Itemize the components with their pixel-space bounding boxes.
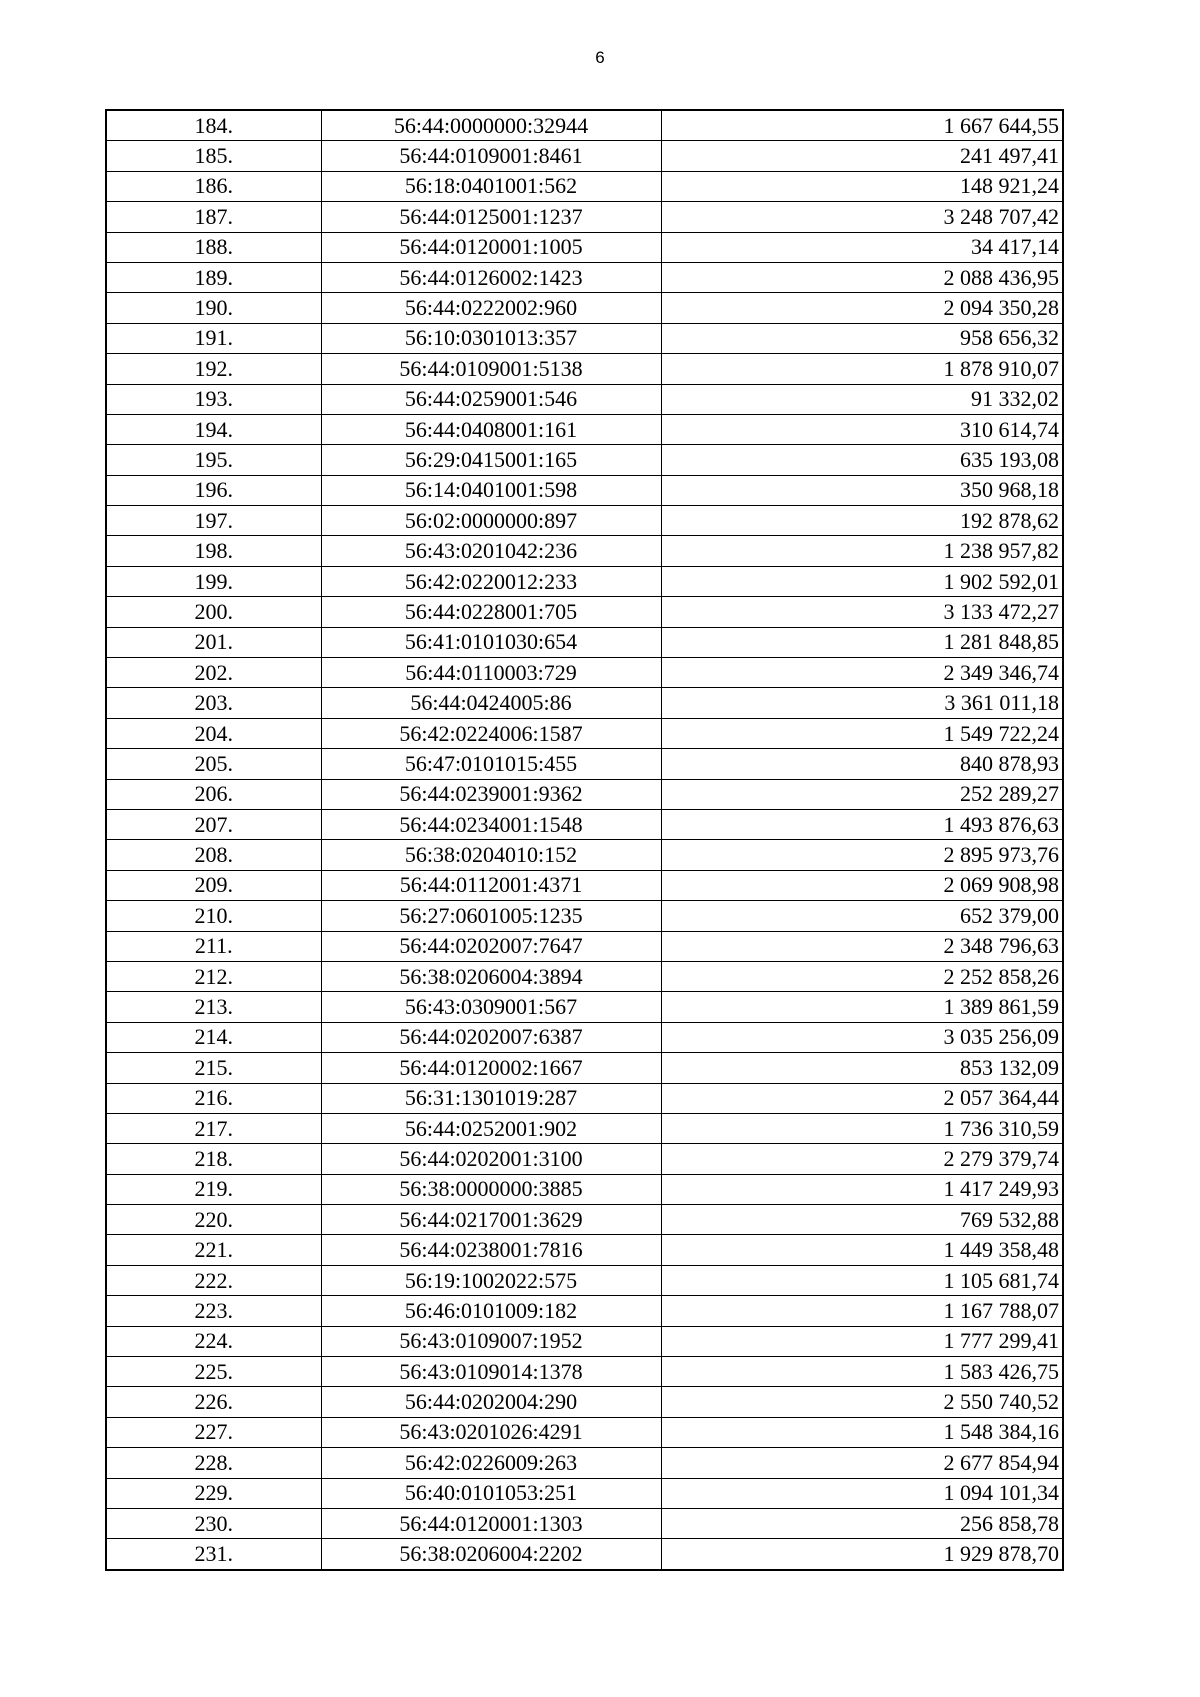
row-number-cell: 202. xyxy=(106,658,321,688)
row-number-cell: 229. xyxy=(106,1478,321,1508)
cadastral-value-cell: 2 349 346,74 xyxy=(661,658,1063,688)
cadastral-value-cell: 1 449 358,48 xyxy=(661,1235,1063,1265)
cadastral-value-cell: 2 550 740,52 xyxy=(661,1387,1063,1417)
row-number-cell: 219. xyxy=(106,1174,321,1204)
row-number-cell: 215. xyxy=(106,1053,321,1083)
table-row xyxy=(106,1235,1063,1265)
cadastral-value-cell: 1 548 384,16 xyxy=(661,1417,1063,1447)
cadastral-value-cell: 1 105 681,74 xyxy=(661,1265,1063,1295)
table-row xyxy=(106,1387,1063,1417)
row-number-cell: 224. xyxy=(106,1326,321,1356)
table-row xyxy=(106,658,1063,688)
cadastral-value-cell: 350 968,18 xyxy=(661,475,1063,505)
table-row xyxy=(106,475,1063,505)
table-row xyxy=(106,901,1063,931)
cadastral-value-cell: 1 167 788,07 xyxy=(661,1296,1063,1326)
table-row xyxy=(106,1417,1063,1447)
table-row xyxy=(106,1022,1063,1052)
table-row xyxy=(106,749,1063,779)
table-row xyxy=(106,1539,1063,1570)
cadastral-value-cell: 2 069 908,98 xyxy=(661,870,1063,900)
row-number-cell: 212. xyxy=(106,961,321,991)
cadastral-value-cell: 252 289,27 xyxy=(661,779,1063,809)
table-row xyxy=(106,445,1063,475)
row-number-cell: 223. xyxy=(106,1296,321,1326)
table-row xyxy=(106,1296,1063,1326)
table-row xyxy=(106,1357,1063,1387)
row-number-cell: 210. xyxy=(106,901,321,931)
cadastral-value-cell: 1 281 848,85 xyxy=(661,627,1063,657)
table-row xyxy=(106,1205,1063,1235)
cadastral-value-cell: 2 252 858,26 xyxy=(661,961,1063,991)
cadastral-number-cell: 56:44:0202004:290 xyxy=(321,1387,661,1417)
cadastral-value-table xyxy=(105,109,1064,1571)
cadastral-value-cell: 2 895 973,76 xyxy=(661,840,1063,870)
row-number-cell: 222. xyxy=(106,1265,321,1295)
cadastral-value-cell: 1 777 299,41 xyxy=(661,1326,1063,1356)
table-row xyxy=(106,232,1063,262)
cadastral-value-cell: 769 532,88 xyxy=(661,1205,1063,1235)
cadastral-value-cell: 1 929 878,70 xyxy=(661,1539,1063,1570)
row-number-cell: 195. xyxy=(106,445,321,475)
cadastral-value-cell: 148 921,24 xyxy=(661,171,1063,201)
table-row xyxy=(106,1144,1063,1174)
cadastral-value-cell: 2 348 796,63 xyxy=(661,931,1063,961)
cadastral-number-cell: 56:38:0206004:3894 xyxy=(321,961,661,991)
table-row xyxy=(106,627,1063,657)
cadastral-number-cell: 56:43:0201026:4291 xyxy=(321,1417,661,1447)
cadastral-number-cell: 56:29:0415001:165 xyxy=(321,445,661,475)
table-row xyxy=(106,1326,1063,1356)
table-row xyxy=(106,202,1063,232)
row-number-cell: 228. xyxy=(106,1448,321,1478)
table-row xyxy=(106,840,1063,870)
cadastral-value-cell: 1 902 592,01 xyxy=(661,566,1063,596)
row-number-cell: 199. xyxy=(106,566,321,596)
row-number-cell: 192. xyxy=(106,354,321,384)
cadastral-value-cell: 1 549 722,24 xyxy=(661,718,1063,748)
cadastral-number-cell: 56:44:0222002:960 xyxy=(321,293,661,323)
cadastral-number-cell: 56:44:0109001:5138 xyxy=(321,354,661,384)
table-row xyxy=(106,384,1063,414)
table-row xyxy=(106,566,1063,596)
row-number-cell: 201. xyxy=(106,627,321,657)
cadastral-value-cell: 2 279 379,74 xyxy=(661,1144,1063,1174)
table-row xyxy=(106,293,1063,323)
table-row xyxy=(106,323,1063,353)
row-number-cell: 209. xyxy=(106,870,321,900)
cadastral-number-cell: 56:44:0239001:9362 xyxy=(321,779,661,809)
cadastral-number-cell: 56:44:0000000:32944 xyxy=(321,110,661,141)
row-number-cell: 227. xyxy=(106,1417,321,1447)
cadastral-number-cell: 56:44:0120001:1005 xyxy=(321,232,661,262)
cadastral-number-cell: 56:44:0202007:7647 xyxy=(321,931,661,961)
table-row xyxy=(106,1508,1063,1538)
row-number-cell: 214. xyxy=(106,1022,321,1052)
row-number-cell: 191. xyxy=(106,323,321,353)
cadastral-number-cell: 56:38:0206004:2202 xyxy=(321,1539,661,1570)
cadastral-value-cell: 1 878 910,07 xyxy=(661,354,1063,384)
cadastral-number-cell: 56:02:0000000:897 xyxy=(321,506,661,536)
cadastral-number-cell: 56:10:0301013:357 xyxy=(321,323,661,353)
table-row xyxy=(106,1265,1063,1295)
table-row xyxy=(106,718,1063,748)
table-row xyxy=(106,1083,1063,1113)
row-number-cell: 208. xyxy=(106,840,321,870)
table-row xyxy=(106,809,1063,839)
cadastral-number-cell: 56:46:0101009:182 xyxy=(321,1296,661,1326)
cadastral-value-cell: 958 656,32 xyxy=(661,323,1063,353)
row-number-cell: 213. xyxy=(106,992,321,1022)
cadastral-number-cell: 56:38:0000000:3885 xyxy=(321,1174,661,1204)
page-number: 6 xyxy=(595,48,605,67)
row-number-cell: 184. xyxy=(106,110,321,141)
table-row xyxy=(106,536,1063,566)
cadastral-value-cell: 2 088 436,95 xyxy=(661,262,1063,292)
row-number-cell: 194. xyxy=(106,414,321,444)
row-number-cell: 196. xyxy=(106,475,321,505)
cadastral-number-cell: 56:44:0408001:161 xyxy=(321,414,661,444)
row-number-cell: 221. xyxy=(106,1235,321,1265)
cadastral-number-cell: 56:43:0201042:236 xyxy=(321,536,661,566)
table-row xyxy=(106,597,1063,627)
row-number-cell: 207. xyxy=(106,809,321,839)
row-number-cell: 197. xyxy=(106,506,321,536)
cadastral-value-cell: 1 417 249,93 xyxy=(661,1174,1063,1204)
cadastral-value-cell: 1 667 644,55 xyxy=(661,110,1063,141)
row-number-cell: 204. xyxy=(106,718,321,748)
cadastral-number-cell: 56:44:0120002:1667 xyxy=(321,1053,661,1083)
row-number-cell: 198. xyxy=(106,536,321,566)
cadastral-number-cell: 56:42:0224006:1587 xyxy=(321,718,661,748)
cadastral-value-cell: 310 614,74 xyxy=(661,414,1063,444)
row-number-cell: 190. xyxy=(106,293,321,323)
cadastral-value-cell: 1 238 957,82 xyxy=(661,536,1063,566)
row-number-cell: 185. xyxy=(106,141,321,171)
cadastral-number-cell: 56:44:0228001:705 xyxy=(321,597,661,627)
cadastral-number-cell: 56:44:0238001:7816 xyxy=(321,1235,661,1265)
cadastral-value-cell: 2 677 854,94 xyxy=(661,1448,1063,1478)
cadastral-value-cell: 256 858,78 xyxy=(661,1508,1063,1538)
cadastral-number-cell: 56:44:0424005:86 xyxy=(321,688,661,718)
cadastral-number-cell: 56:44:0259001:546 xyxy=(321,384,661,414)
cadastral-value-cell: 3 361 011,18 xyxy=(661,688,1063,718)
cadastral-value-cell: 1 736 310,59 xyxy=(661,1113,1063,1143)
row-number-cell: 218. xyxy=(106,1144,321,1174)
cadastral-value-cell: 34 417,14 xyxy=(661,232,1063,262)
cadastral-number-cell: 56:43:0309001:567 xyxy=(321,992,661,1022)
table-body xyxy=(106,110,1063,1570)
row-number-cell: 231. xyxy=(106,1539,321,1570)
cadastral-value-cell: 3 133 472,27 xyxy=(661,597,1063,627)
cadastral-number-cell: 56:14:0401001:598 xyxy=(321,475,661,505)
cadastral-number-cell: 56:19:1002022:575 xyxy=(321,1265,661,1295)
cadastral-number-cell: 56:27:0601005:1235 xyxy=(321,901,661,931)
row-number-cell: 187. xyxy=(106,202,321,232)
cadastral-number-cell: 56:42:0220012:233 xyxy=(321,566,661,596)
row-number-cell: 205. xyxy=(106,749,321,779)
cadastral-number-cell: 56:44:0202001:3100 xyxy=(321,1144,661,1174)
row-number-cell: 230. xyxy=(106,1508,321,1538)
cadastral-number-cell: 56:44:0112001:4371 xyxy=(321,870,661,900)
row-number-cell: 225. xyxy=(106,1357,321,1387)
row-number-cell: 193. xyxy=(106,384,321,414)
cadastral-value-cell: 192 878,62 xyxy=(661,506,1063,536)
row-number-cell: 217. xyxy=(106,1113,321,1143)
table-row xyxy=(106,1113,1063,1143)
cadastral-value-cell: 241 497,41 xyxy=(661,141,1063,171)
cadastral-value-cell: 3 035 256,09 xyxy=(661,1022,1063,1052)
row-number-cell: 203. xyxy=(106,688,321,718)
cadastral-number-cell: 56:44:0109001:8461 xyxy=(321,141,661,171)
cadastral-number-cell: 56:44:0110003:729 xyxy=(321,658,661,688)
cadastral-value-cell: 1 094 101,34 xyxy=(661,1478,1063,1508)
cadastral-number-cell: 56:44:0120001:1303 xyxy=(321,1508,661,1538)
table-row xyxy=(106,506,1063,536)
cadastral-number-cell: 56:41:0101030:654 xyxy=(321,627,661,657)
cadastral-number-cell: 56:40:0101053:251 xyxy=(321,1478,661,1508)
cadastral-number-cell: 56:44:0125001:1237 xyxy=(321,202,661,232)
cadastral-number-cell: 56:43:0109014:1378 xyxy=(321,1357,661,1387)
table-row xyxy=(106,688,1063,718)
table-row xyxy=(106,961,1063,991)
cadastral-value-cell: 652 379,00 xyxy=(661,901,1063,931)
cadastral-value-cell: 840 878,93 xyxy=(661,749,1063,779)
cadastral-value-cell: 1 493 876,63 xyxy=(661,809,1063,839)
table-row xyxy=(106,992,1063,1022)
table-row xyxy=(106,1448,1063,1478)
table-row xyxy=(106,779,1063,809)
cadastral-value-cell: 853 132,09 xyxy=(661,1053,1063,1083)
cadastral-value-cell: 91 332,02 xyxy=(661,384,1063,414)
table-row xyxy=(106,1053,1063,1083)
row-number-cell: 216. xyxy=(106,1083,321,1113)
cadastral-number-cell: 56:18:0401001:562 xyxy=(321,171,661,201)
cadastral-number-cell: 56:44:0252001:902 xyxy=(321,1113,661,1143)
cadastral-value-cell: 2 094 350,28 xyxy=(661,293,1063,323)
cadastral-number-cell: 56:44:0217001:3629 xyxy=(321,1205,661,1235)
table-row xyxy=(106,262,1063,292)
cadastral-number-cell: 56:43:0109007:1952 xyxy=(321,1326,661,1356)
cadastral-number-cell: 56:44:0202007:6387 xyxy=(321,1022,661,1052)
table-row xyxy=(106,870,1063,900)
table-row xyxy=(106,354,1063,384)
row-number-cell: 211. xyxy=(106,931,321,961)
table-row xyxy=(106,171,1063,201)
row-number-cell: 226. xyxy=(106,1387,321,1417)
table-row xyxy=(106,110,1063,141)
cadastral-number-cell: 56:47:0101015:455 xyxy=(321,749,661,779)
cadastral-value-cell: 1 389 861,59 xyxy=(661,992,1063,1022)
row-number-cell: 186. xyxy=(106,171,321,201)
row-number-cell: 206. xyxy=(106,779,321,809)
cadastral-value-cell: 635 193,08 xyxy=(661,445,1063,475)
cadastral-number-cell: 56:44:0126002:1423 xyxy=(321,262,661,292)
row-number-cell: 220. xyxy=(106,1205,321,1235)
cadastral-number-cell: 56:31:1301019:287 xyxy=(321,1083,661,1113)
table-row xyxy=(106,141,1063,171)
cadastral-number-cell: 56:44:0234001:1548 xyxy=(321,809,661,839)
table-row xyxy=(106,1174,1063,1204)
row-number-cell: 200. xyxy=(106,597,321,627)
cadastral-value-cell: 3 248 707,42 xyxy=(661,202,1063,232)
cadastral-number-cell: 56:42:0226009:263 xyxy=(321,1448,661,1478)
table-row xyxy=(106,1478,1063,1508)
table-row xyxy=(106,931,1063,961)
row-number-cell: 189. xyxy=(106,262,321,292)
cadastral-number-cell: 56:38:0204010:152 xyxy=(321,840,661,870)
cadastral-value-cell: 1 583 426,75 xyxy=(661,1357,1063,1387)
row-number-cell: 188. xyxy=(106,232,321,262)
table-row xyxy=(106,414,1063,444)
cadastral-value-cell: 2 057 364,44 xyxy=(661,1083,1063,1113)
